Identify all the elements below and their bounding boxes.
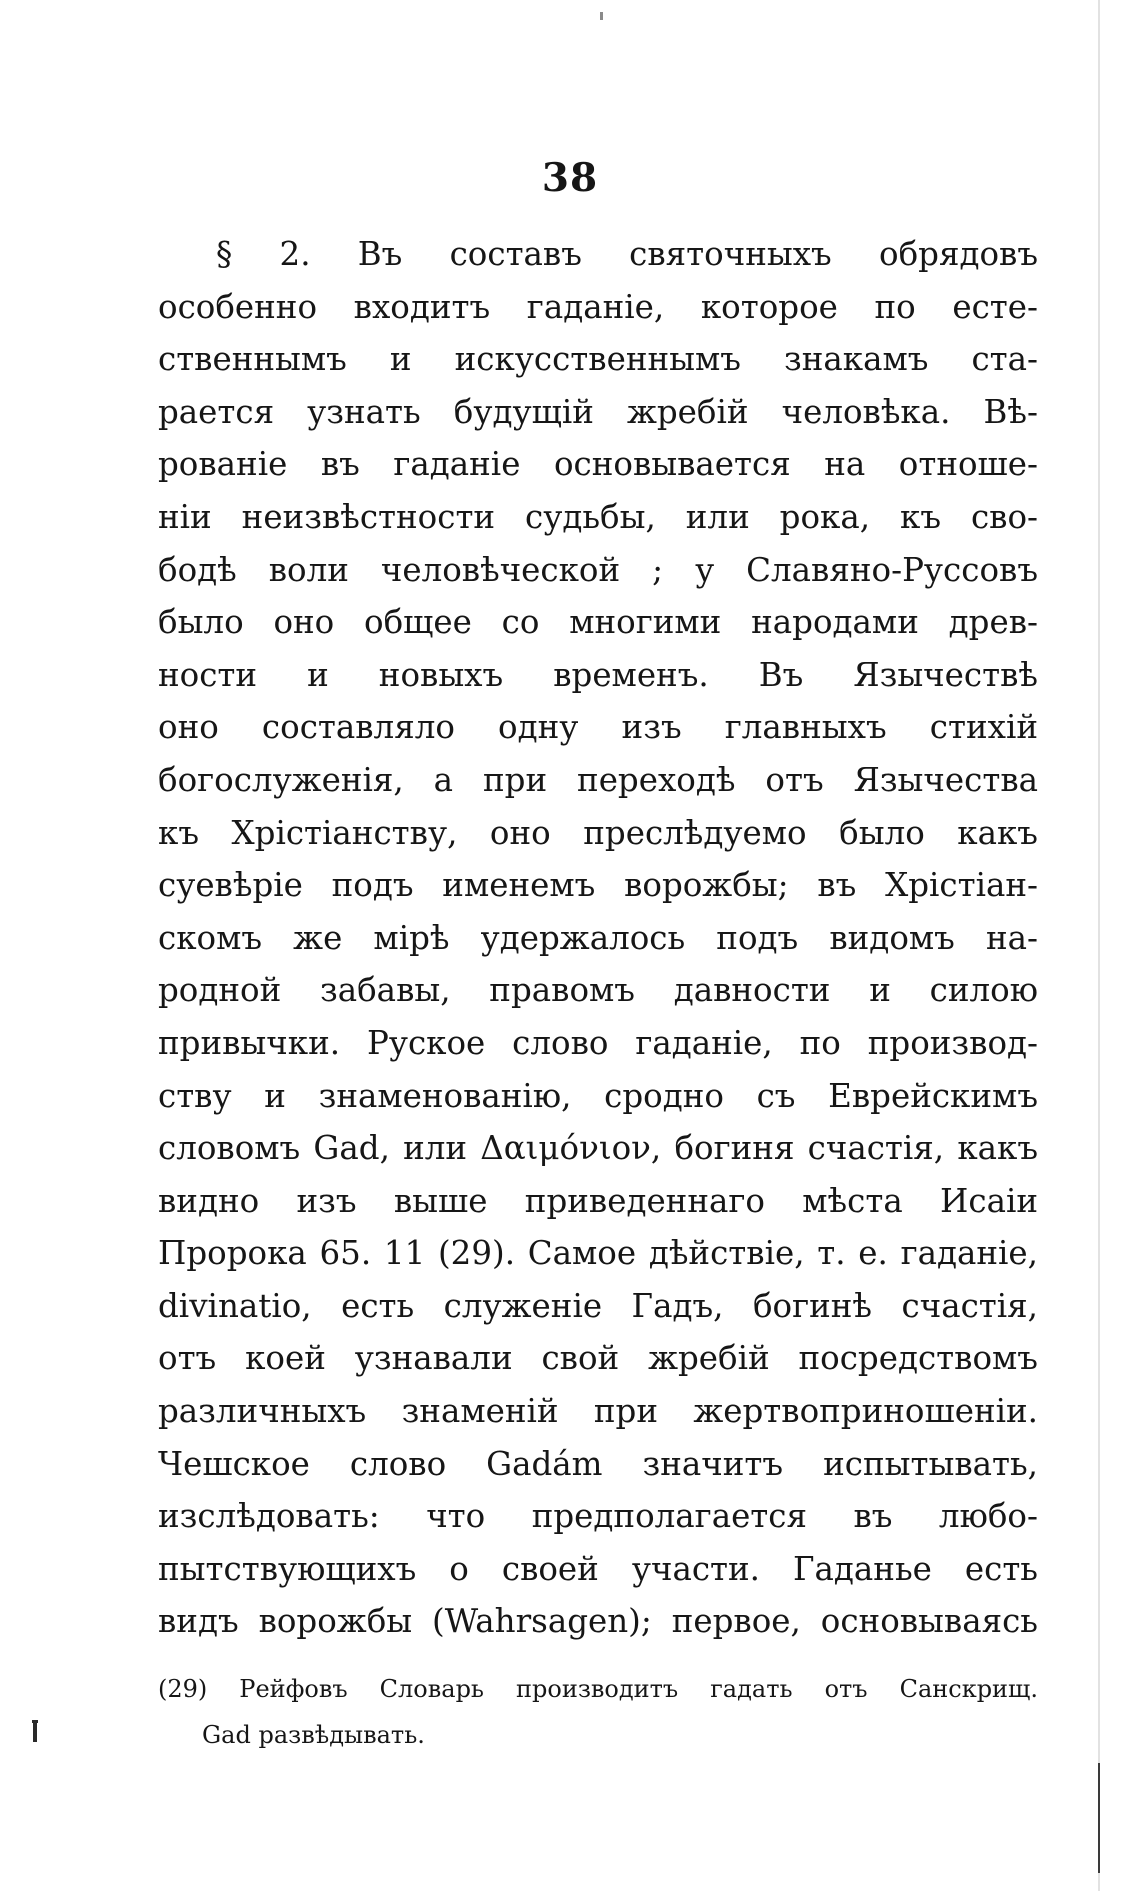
text-line: особенно входитъ гаданіе, которое по есте- — [158, 287, 1038, 326]
text-line: Пророка 65. 11 (29). Самое дѣйствіе, т. е. гаданіе, — [158, 1234, 1038, 1273]
text-line: видъ ворожбы (Wahrsagen); первое, основываясь — [158, 1602, 1038, 1641]
text-line: различныхъ знаменій при жертвоприношеніи. — [158, 1392, 1038, 1431]
text-line: divinatio, есть служеніе Гадъ, богинѣ счастія, — [158, 1286, 1038, 1325]
text-line: словомъ Gad, или Δαιμόνιον, богиня счастія, какъ — [158, 1129, 1038, 1168]
text-line: отъ коей узнавали свой жребій посредствомъ — [158, 1339, 1038, 1378]
text-line: богослуженія, а при переходѣ отъ Язычества — [158, 760, 1038, 799]
text-line: ности и новыхъ временъ. Въ Язычествѣ — [158, 655, 1038, 694]
text-line: § 2. Въ составъ святочныхъ обрядовъ — [216, 235, 1038, 273]
page-edge — [1098, 0, 1100, 1891]
main-text — [158, 228, 1038, 1648]
text-line: суевѣріе подъ именемъ ворожбы; въ Хрістіан- — [158, 866, 1038, 905]
text-line: родной забавы, правомъ давности и силою — [158, 971, 1038, 1010]
text-line: было оно общее со многими народами древ- — [158, 603, 1038, 642]
text-line: привычки. Руское слово гаданіе, по производ- — [158, 1023, 1038, 1062]
text-line: скомъ же мірѣ удержалось подъ видомъ на- — [158, 918, 1038, 957]
footnote-line: (29) Рейфовъ Словарь производитъ гадать отъ Санскрищ. — [158, 1675, 1038, 1703]
text-line: оно составляло одну изъ главныхъ стихій — [158, 708, 1038, 747]
text-line: ственнымъ и искусственнымъ знакамъ ста- — [158, 340, 1038, 379]
text-line: ству и знаменованію, сродно съ Еврейскимъ — [158, 1076, 1038, 1115]
text-line: видно изъ выше приведеннаго мѣста Исаіи — [158, 1181, 1038, 1220]
page-number: 38 — [541, 155, 599, 201]
text-line: раетcя узнать будущій жребій человѣка. Вѣ- — [158, 392, 1038, 431]
text-line: ніи неизвѣстности судьбы, или рока, къ сво- — [158, 497, 1038, 536]
scan-artifact-left — [33, 1720, 37, 1742]
footnotes — [158, 1666, 1038, 1758]
text-line: бодѣ воли человѣческой ; у Славяно-Руссовъ — [158, 550, 1038, 589]
text-line: пытствующихъ о своей участи. Гаданье есть — [158, 1549, 1038, 1588]
text-line: рованіе въ гаданіе основывается на отноше- — [158, 445, 1038, 484]
footnote-line: Gad развѣдывать. — [202, 1721, 425, 1749]
text-line: Чешское слово Gadám значитъ испытывать, — [158, 1444, 1038, 1483]
text-line: изслѣдовать: что предполагается въ любо- — [158, 1497, 1038, 1536]
text-line: къ Хрістіанству, оно преслѣдуемо было какъ — [158, 813, 1038, 852]
scan-artifact-top — [600, 12, 603, 20]
